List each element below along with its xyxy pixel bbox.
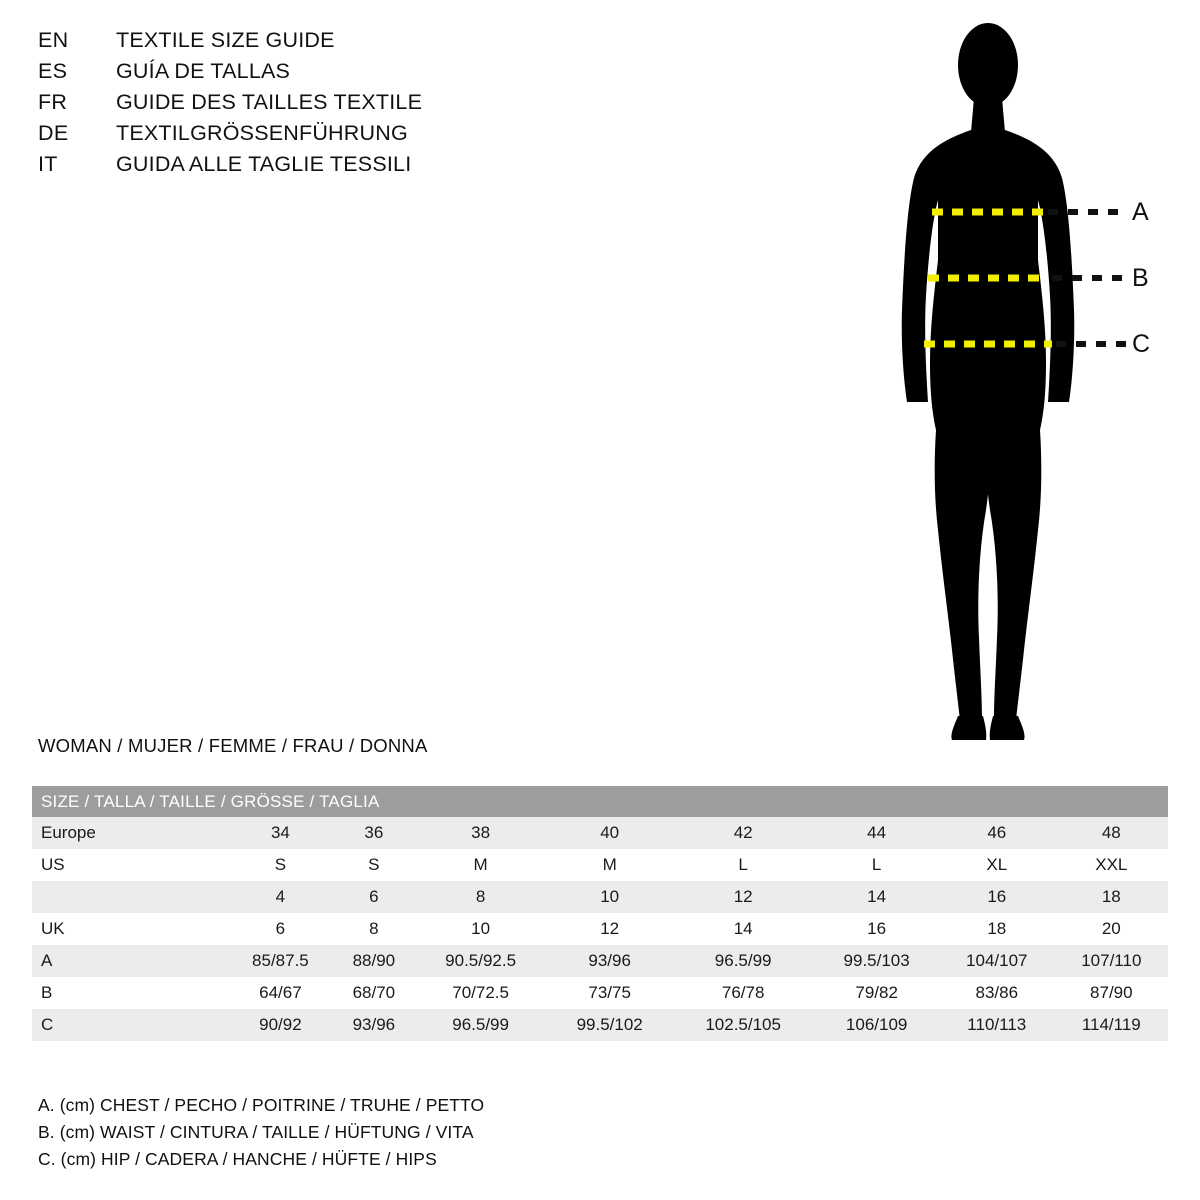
- cell: 73/75: [547, 977, 672, 1009]
- cell: 102.5/105: [672, 1009, 814, 1041]
- cell: 96.5/99: [414, 1009, 547, 1041]
- cell: 40: [547, 817, 672, 849]
- cell: 96.5/99: [672, 945, 814, 977]
- measure-label-a: A: [1132, 198, 1149, 226]
- cell: 12: [672, 881, 814, 913]
- cell: 93/96: [547, 945, 672, 977]
- cell: M: [414, 849, 547, 881]
- cell: 107/110: [1055, 945, 1168, 977]
- female-silhouette-icon: [860, 10, 1190, 750]
- title-text-fr: GUIDE DES TAILLES TEXTILE: [116, 90, 423, 114]
- footnote-b: B. (cm) WAIST / CINTURA / TAILLE / HÜFTUNG / VITA: [38, 1122, 474, 1142]
- cell: 76/78: [672, 977, 814, 1009]
- cell: S: [334, 849, 414, 881]
- cell: 79/82: [814, 977, 939, 1009]
- cell: XL: [939, 849, 1055, 881]
- row-label-a: A: [32, 945, 227, 977]
- row-label-c: C: [32, 1009, 227, 1041]
- cell: 8: [334, 913, 414, 945]
- title-row: [38, 90, 558, 121]
- cell: 85/87.5: [227, 945, 334, 977]
- footnote-c: C. (cm) HIP / CADERA / HANCHE / HÜFTE / HIPS: [38, 1149, 437, 1169]
- cell: 48: [1055, 817, 1168, 849]
- cell: 8: [414, 881, 547, 913]
- title-row: [38, 28, 558, 59]
- cell: 68/70: [334, 977, 414, 1009]
- measure-label-c: C: [1132, 330, 1151, 358]
- table-row: [32, 913, 1168, 945]
- cell: 14: [672, 913, 814, 945]
- title-lang-de: DE: [38, 121, 69, 145]
- table-row: [32, 945, 1168, 977]
- title-block: [38, 28, 558, 183]
- table-row: [32, 1009, 1168, 1041]
- cell: XXL: [1055, 849, 1168, 881]
- cell: 4: [227, 881, 334, 913]
- cell: 99.5/103: [814, 945, 939, 977]
- cell: L: [672, 849, 814, 881]
- row-label-us-numeric: [32, 881, 227, 913]
- table-row: [32, 977, 1168, 1009]
- cell: 83/86: [939, 977, 1055, 1009]
- section-title: WOMAN / MUJER / FEMME / FRAU / DONNA: [38, 735, 428, 756]
- title-lang-fr: FR: [38, 90, 68, 114]
- measure-label-b: B: [1132, 264, 1149, 292]
- row-label-b: B: [32, 977, 227, 1009]
- cell: 44: [814, 817, 939, 849]
- table-row: [32, 881, 1168, 913]
- title-text-es: GUÍA DE TALLAS: [116, 59, 291, 83]
- cell: 20: [1055, 913, 1168, 945]
- row-label-europe: Europe: [32, 817, 227, 849]
- cell: 10: [547, 881, 672, 913]
- cell: 106/109: [814, 1009, 939, 1041]
- cell: 42: [672, 817, 814, 849]
- title-row: [38, 121, 558, 152]
- cell: 64/67: [227, 977, 334, 1009]
- cell: M: [547, 849, 672, 881]
- title-lang-it: IT: [38, 152, 58, 176]
- cell: 87/90: [1055, 977, 1168, 1009]
- title-row: [38, 59, 558, 90]
- cell: 6: [227, 913, 334, 945]
- cell: 99.5/102: [547, 1009, 672, 1041]
- cell: S: [227, 849, 334, 881]
- size-table: [32, 786, 1168, 1041]
- cell: 10: [414, 913, 547, 945]
- footnotes: [38, 1092, 484, 1173]
- footnote-a: A. (cm) CHEST / PECHO / POITRINE / TRUHE / PETTO: [38, 1095, 485, 1115]
- row-label-us: US: [32, 849, 227, 881]
- cell: 18: [1055, 881, 1168, 913]
- cell: 36: [334, 817, 414, 849]
- cell: 90.5/92.5: [414, 945, 547, 977]
- title-text-de: TEXTILGRÖSSENFÜHRUNG: [116, 121, 408, 145]
- title-text-it: GUIDA ALLE TAGLIE TESSILI: [116, 152, 412, 176]
- cell: 18: [939, 913, 1055, 945]
- cell: 46: [939, 817, 1055, 849]
- cell: 110/113: [939, 1009, 1055, 1041]
- cell: 93/96: [334, 1009, 414, 1041]
- table-row: [32, 817, 1168, 849]
- cell: 16: [939, 881, 1055, 913]
- table-header-cell: SIZE / TALLA / TAILLE / GRÖSSE / TAGLIA: [32, 786, 1168, 817]
- cell: 6: [334, 881, 414, 913]
- cell: 14: [814, 881, 939, 913]
- cell: 16: [814, 913, 939, 945]
- title-lang-es: ES: [38, 59, 68, 83]
- cell: 104/107: [939, 945, 1055, 977]
- figure-area: [860, 10, 1190, 750]
- cell: 34: [227, 817, 334, 849]
- cell: 38: [414, 817, 547, 849]
- cell: 88/90: [334, 945, 414, 977]
- row-label-uk: UK: [32, 913, 227, 945]
- cell: 12: [547, 913, 672, 945]
- title-lang-en: EN: [38, 28, 69, 52]
- cell: 70/72.5: [414, 977, 547, 1009]
- table-row: [32, 849, 1168, 881]
- cell: 114/119: [1055, 1009, 1168, 1041]
- cell: 90/92: [227, 1009, 334, 1041]
- cell: L: [814, 849, 939, 881]
- table-header-row: [32, 786, 1168, 817]
- title-text-en: TEXTILE SIZE GUIDE: [116, 28, 335, 52]
- title-row: [38, 152, 558, 183]
